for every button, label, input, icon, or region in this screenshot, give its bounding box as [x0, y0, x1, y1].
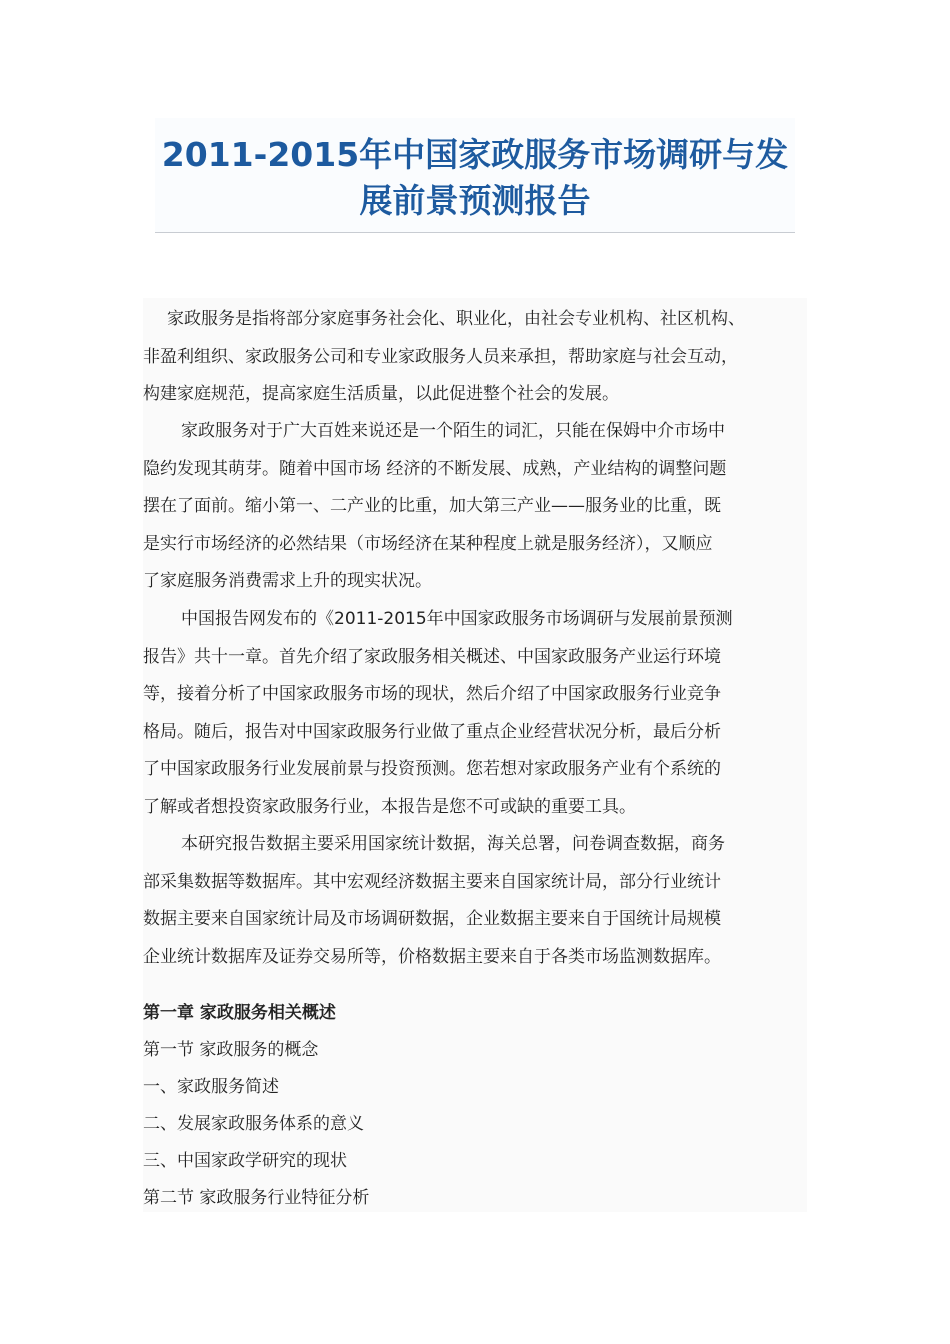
intro-paragraph-1 — [143, 301, 807, 414]
toc-section-1-1: 第一节 家政服务的概念 — [143, 1040, 319, 1060]
paragraph-line: 家政服务对于广大百姓来说还是一个陌生的词汇，只能在保姆中介市场中 — [181, 421, 725, 441]
paragraph-line: 本研究报告数据主要采用国家统计数据，海关总署，问卷调查数据，商务 — [181, 834, 725, 854]
toc-section-1-2: 第二节 家政服务行业特征分析 — [143, 1188, 370, 1208]
toc-chapter-1: 第一章 家政服务相关概述 — [143, 1003, 336, 1023]
report-body — [143, 298, 807, 1212]
intro-paragraph-2 — [143, 413, 807, 601]
paragraph-line: 非盈利组织、家政服务公司和专业家政服务人员来承担，帮助家庭与社会互动， — [143, 346, 738, 367]
paragraph-line: 了中国家政服务行业发展前景与投资预测。您若想对家政服务产业有个系统的 — [143, 759, 721, 779]
paragraph-line: 是实行市场经济的必然结果（市场经济在某种程度上就是服务经济），又顺应 — [143, 533, 713, 554]
toc-item-1-1-1: 一、家政服务简述 — [143, 1077, 279, 1097]
title-line-1: 2011-2015年中国家政服务市场调研与发 — [161, 135, 789, 174]
paragraph-line: 构建家庭规范，提高家庭生活质量，以此促进整个社会的发展。 — [143, 384, 619, 404]
paragraph-line: 了家庭服务消费需求上升的现实状况。 — [143, 571, 432, 591]
toc-item-1-1-2: 二、发展家政服务体系的意义 — [143, 1114, 364, 1134]
paragraph-line: 企业统计数据库及证券交易所等，价格数据主要来自于各类市场监测数据库。 — [143, 946, 721, 967]
paragraph-line: 报告》共十一章。首先介绍了家政服务相关概述、中国家政服务产业运行环境 — [143, 646, 721, 667]
paragraph-line: 部采集数据等数据库。其中宏观经济数据主要来自国家统计局，部分行业统计 — [143, 871, 721, 892]
toc-item-1-1-3: 三、中国家政学研究的现状 — [143, 1151, 347, 1171]
paragraph-line: 了解或者想投资家政服务行业，本报告是您不可或缺的重要工具。 — [143, 796, 636, 817]
paragraph-line: 中国报告网发布的《2011-2015年中国家政服务市场调研与发展前景预测 — [181, 609, 733, 629]
paragraph-line: 数据主要来自国家统计局及市场调研数据，企业数据主要来自于国统计局规模 — [143, 909, 721, 929]
paragraph-line: 家政服务是指将部分家庭事务社会化、职业化，由社会专业机构、社区机构、 — [167, 309, 745, 329]
paragraph-line: 等，接着分析了中国家政服务市场的现状，然后介绍了中国家政服务行业竞争 — [143, 684, 721, 704]
intro-paragraph-3 — [143, 601, 807, 826]
paragraph-line: 格局。随后，报告对中国家政服务行业做了重点企业经营状况分析，最后分析 — [143, 721, 721, 742]
intro-paragraph-4 — [143, 826, 807, 976]
paragraph-line: 摆在了面前。缩小第一、二产业的比重，加大第三产业——服务业的比重，既 — [143, 496, 721, 516]
report-title — [155, 118, 795, 233]
title-line-2: 展前景预测报告 — [359, 181, 591, 220]
paragraph-line: 隐约发现其萌芽。随着中国市场 经济的不断发展、成熟，产业结构的调整问题 — [143, 458, 727, 479]
